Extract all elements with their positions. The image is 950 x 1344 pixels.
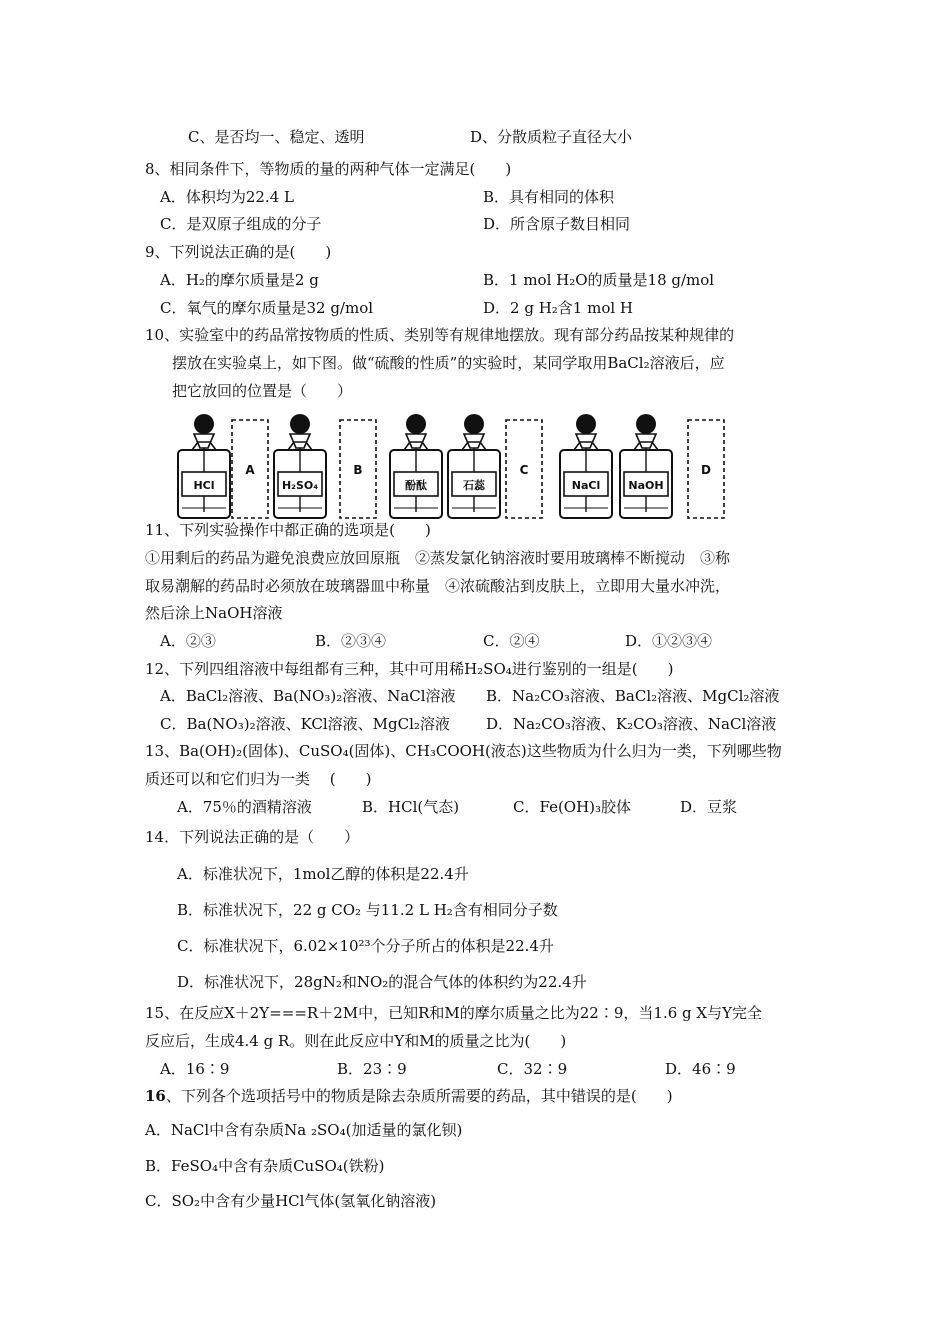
q14-option-d: D．标准状况下，28gN₂和NO₂的混合气体的体积约为22.4升 — [177, 973, 587, 991]
q8-option-b: B．具有相同的体积 — [483, 188, 615, 206]
reagent-label: 石蕊 — [463, 479, 485, 492]
reagent-label: NaCl — [571, 479, 601, 492]
reagent-bottle — [448, 414, 500, 518]
q11-option-d: D．①②③④ — [625, 632, 713, 650]
q9-option-c: C．氧气的摩尔质量是32 g/mol — [160, 299, 374, 317]
q13-line-1: 13、Ba(OH)₂(固体)、CuSO₄(固体)、CH₃COOH(液态)这些物质为什么归为一类，下列哪些物 — [145, 742, 782, 760]
reagent-bottle — [620, 414, 672, 518]
q16-stem: 、下列各个选项括号中的物质是除去杂质所需要的药品，其中错误的是( ) — [165, 1087, 673, 1105]
q16-option-c: C．SO₂中含有少量HCl气体(氢氧化钠溶液) — [145, 1192, 437, 1210]
q13-line-2: 质还可以和它们归为一类 ( ) — [145, 770, 372, 788]
q16-option-b: B．FeSO₄中含有杂质CuSO₄(铁粉) — [145, 1157, 385, 1175]
q9-option-a: A．H₂的摩尔质量是2 g — [160, 271, 319, 289]
q11-stem: 11、下列实验操作中都正确的选项是( ) — [145, 521, 431, 539]
reagent-bottle — [274, 414, 326, 518]
q9-option-b: B．1 mol H₂O的质量是18 g/mol — [483, 271, 715, 289]
q10-line-1: 10、实验室中的药品常按物质的性质、类别等有规律地摆放。现有部分药品按某种规律的 — [145, 326, 735, 344]
reagent-label: 酚酞 — [405, 479, 427, 492]
q7-option-c: C、是否均一、稳定、透明 — [188, 128, 365, 146]
reagent-bottle — [560, 414, 612, 518]
q13-option-b: B．HCl(气态) — [362, 798, 460, 816]
reagent-bottle — [178, 414, 230, 518]
q12-option-d: D．Na₂CO₃溶液、K₂CO₃溶液、NaCl溶液 — [486, 715, 777, 733]
q15-line-2: 反应后，生成4.4 g R。则在此反应中Y和M的质量之比为( ) — [145, 1032, 567, 1050]
slot-label: B — [353, 463, 363, 477]
reagent-label: HCl — [193, 479, 215, 492]
reagent-shelf-figure — [170, 410, 740, 520]
q16-stem-line — [145, 1085, 673, 1107]
empty-slot — [688, 420, 724, 518]
q7-option-d: D、分散质粒子直径大小 — [470, 128, 633, 146]
q10-line-3: 把它放回的位置是（ ） — [172, 382, 353, 400]
q12-option-a: A．BaCl₂溶液、Ba(NO₃)₂溶液、NaCl溶液 — [160, 687, 456, 705]
q11-option-b: B．②③④ — [315, 632, 387, 650]
q15-line-1: 15、在反应X＋2Y===R＋2M中，已知R和M的摩尔质量之比为22∶9，当1.6 g X与Y完全 — [145, 1004, 762, 1022]
q11-line-2: 取易潮解的药品时必须放在玻璃器皿中称量 ④浓硫酸沾到皮肤上，立即用大量水冲洗， — [145, 577, 731, 595]
slot-label: D — [701, 463, 711, 477]
q16-option-a: A．NaCl中含有杂质Na ₂SO₄(加适量的氯化钡) — [145, 1121, 463, 1139]
q9-option-d: D．2 g H₂含1 mol H — [483, 299, 634, 317]
q14-option-a: A．标准状况下，1mol乙醇的体积是22.4升 — [177, 865, 469, 883]
q9-stem: 9、下列说法正确的是( ) — [145, 243, 332, 261]
q11-option-a: A．②③ — [160, 632, 216, 650]
q8-option-d: D．所含原子数目相同 — [483, 215, 631, 233]
empty-slot — [506, 420, 542, 518]
q15-option-a: A．16∶9 — [160, 1060, 230, 1078]
q11-option-c: C．②④ — [483, 632, 540, 650]
q8-option-a: A．体积均为22.4 L — [160, 188, 294, 206]
q13-option-c: C．Fe(OH)₃胶体 — [513, 798, 632, 816]
reagent-label: NaOH — [628, 479, 664, 492]
q15-option-c: C．32∶9 — [497, 1060, 568, 1078]
q15-option-b: B．23∶9 — [337, 1060, 407, 1078]
q13-option-d: D．豆浆 — [680, 798, 738, 816]
reagent-bottle — [390, 414, 442, 518]
q14-stem: 14．下列说法正确的是（ ） — [145, 828, 360, 846]
reagent-label: H₂SO₄ — [281, 479, 319, 492]
q11-line-3: 然后涂上NaOH溶液 — [145, 604, 283, 622]
q15-option-d: D．46∶9 — [665, 1060, 736, 1078]
slot-label: C — [519, 463, 529, 477]
q10-line-2: 摆放在实验桌上，如下图。做“硫酸的性质”的实验时，某同学取用BaCl₂溶液后，应 — [172, 354, 725, 372]
q16-number: 16 — [145, 1087, 166, 1105]
q8-stem: 8、相同条件下，等物质的量的两种气体一定满足( ) — [145, 160, 512, 178]
q13-option-a: A．75％的酒精溶液 — [177, 798, 312, 816]
q14-option-c: C．标准状况下，6.02×10²³个分子所占的体积是22.4升 — [177, 937, 554, 955]
q12-option-b: B．Na₂CO₃溶液、BaCl₂溶液、MgCl₂溶液 — [486, 687, 780, 705]
q12-option-c: C．Ba(NO₃)₂溶液、KCl溶液、MgCl₂溶液 — [160, 715, 450, 733]
q12-stem: 12、下列四组溶液中每组都有三种，其中可用稀H₂SO₄进行鉴别的一组是( ) — [145, 660, 674, 678]
q11-line-1: ①用剩后的药品为避免浪费应放回原瓶 ②蒸发氯化钠溶液时要用玻璃棒不断搅动 ③称 — [145, 549, 731, 567]
empty-slot — [340, 420, 376, 518]
empty-slot — [232, 420, 268, 518]
q14-option-b: B．标准状况下，22 g CO₂ 与11.2 L H₂含有相同分子数 — [177, 901, 558, 919]
slot-label: A — [245, 463, 255, 477]
q8-option-c: C．是双原子组成的分子 — [160, 215, 322, 233]
